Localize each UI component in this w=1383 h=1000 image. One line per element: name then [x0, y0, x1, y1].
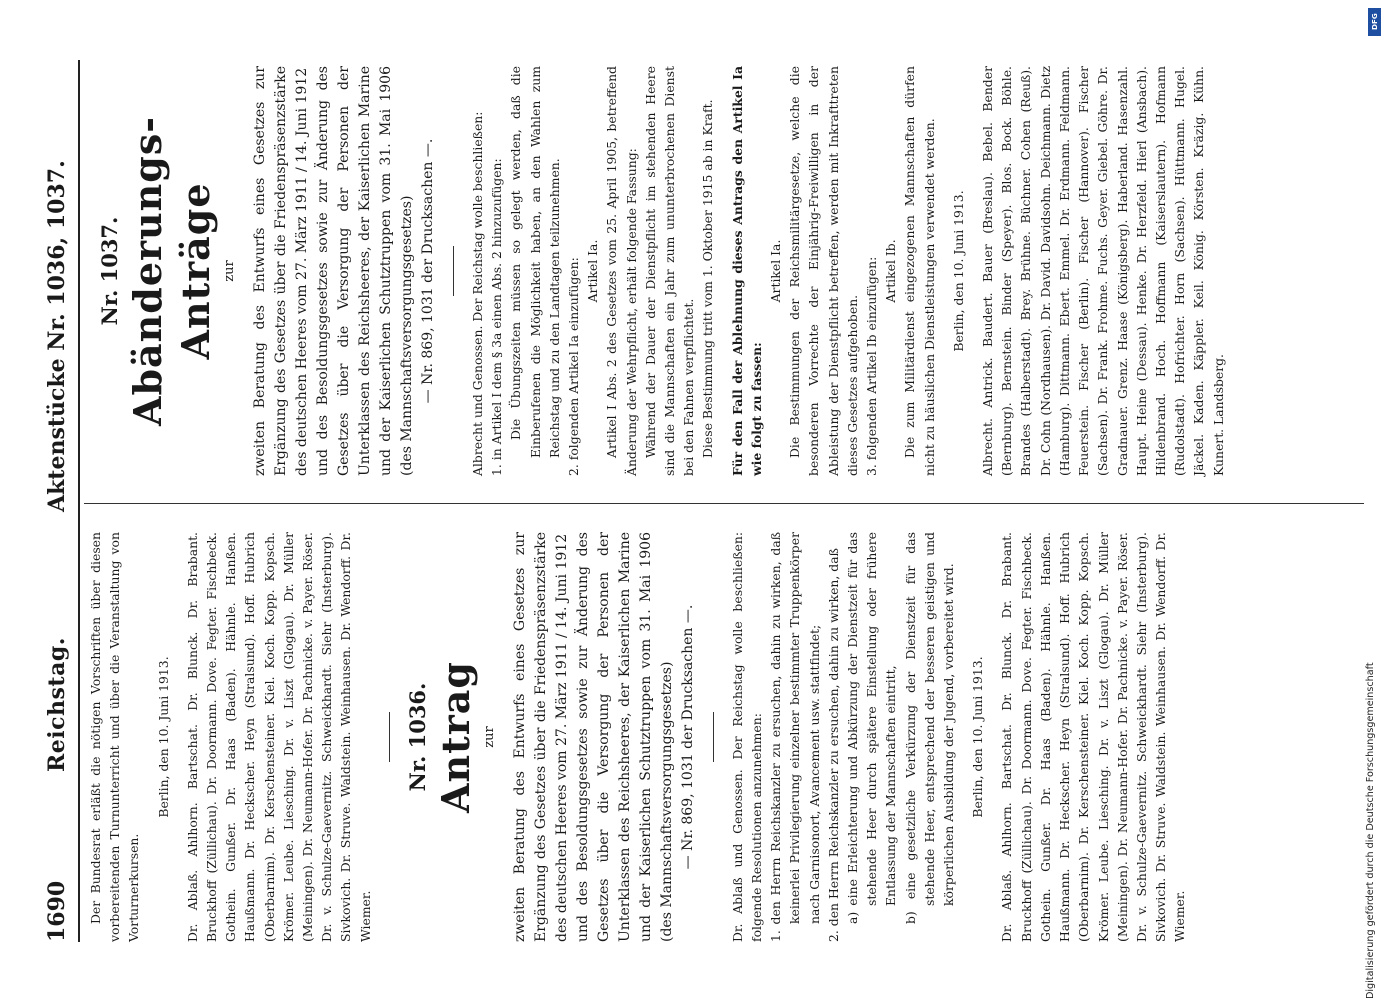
- document-number: Nr. 1037.: [97, 216, 122, 326]
- right-column: [86, 66, 1356, 476]
- intro-paragraph-1: zweiten Beratung des Entwurfs eines Gesetzes zur Ergänzung des Gesetzes über die Friedenspräsenzstärke des deutschen Heeres vom 27. März 1911 / 14. Juni 1912: [511, 532, 570, 942]
- signatories-2: Dr. Ablaß. Ahlhorn. Bartschat. Dr. Blunck. Dr. Brabant. Bruckhoff (Züllichau). Dr. Doormann. Dove. Fegter. Fischbeck. Gothein. Gunßer. Dr. Haas (Baden). Hähnle. Hanßen. Haußmann. Dr. Heckscher. Heyn (Stralsund). Hoff. Hubrich (Oberbarnim). Dr. Kerschensteiner. Kiel. Koch. Kopp. Kopsch. Krömer. Leube. Liesching. Dr. v. Liszt (Glogau). Dr. Müller (Meiningen). Dr. Neumann-Hofer. Dr. Pachnicke. v. Payer. Röser. Dr. v. Schulze-Gaevernitz. Schweickhardt. Siehr (Insterburg). Sivkovich. Dr. Struve. Waldstein. Weinhausen. Dr. Wendorff. Dr. Wiemer.: [999, 532, 1188, 942]
- date: Berlin, den 10. Juni 1913.: [950, 190, 966, 352]
- date-2: Berlin, den 10. Juni 1913.: [970, 656, 986, 818]
- heading-zur: zur: [481, 726, 497, 748]
- motion-item-1: 1. in Artikel I dem § 3a einen Abs. 2 hinzuzufügen:: [489, 158, 505, 476]
- date-1: Berlin, den 10. Juni 1913.: [155, 656, 171, 818]
- motion-item-2: 2. folgenden Artikel Ia einzufügen:: [566, 257, 582, 476]
- document-heading: Antrag: [432, 661, 478, 813]
- motion-item-1-text: Die Übungszeiten müssen so gelegt werden, daß die Einberufenen die Möglichkeit haben, an den Wahlen zum Reichstag und zu den Landtagen teilzunehmen.: [508, 66, 562, 458]
- article-text-3: Diese Bestimmung tritt vom 1. Oktober 1915 ab in Kraft.: [700, 99, 716, 458]
- article-text-1: Artikel I Abs. 2 des Gesetzes vom 25. April 1905, betreffend Änderung der Wehrpflicht, erhält folgende Fassung:: [604, 66, 639, 476]
- motion-item-1: 1. den Herrn Reichskanzler zu ersuchen, dahin zu wirken, daß keinerlei Privilegierung einzelner bestimmter Truppenkörper nach Garnisonort, Avancement usw. stattfindet;: [768, 532, 822, 942]
- alternative-heading: Artikel Ia.: [768, 239, 784, 303]
- digitization-credit: Digitalisierung gefördert durch die Deutsche Forschungsgemeinschaft: [1365, 662, 1376, 999]
- running-title: Reichstag.: [44, 637, 70, 772]
- alternative-text: Die Bestimmungen der Reichsmilitärgesetze, welche die besonderen Vorrechte der Einjährig-Freiwilligen in der Ableistung der Dienstpflicht betreffen, werden mit Inkrafttreten dieses Gesetzes aufgehoben.: [787, 66, 860, 476]
- motion-item-3: 3. folgenden Artikel Ib einzufügen:: [864, 256, 880, 476]
- separator: [453, 246, 454, 296]
- motion-lead: Albrecht und Genossen. Der Reichstag wolle beschließen:: [470, 111, 485, 476]
- intro-paragraph-2: und des Besoldungsgesetzes sowie zur Änderung des Gesetzes über die Versorgung der Personen der Unterklassen des Reichsheeres, der Kaiserlichen Marine und der Kaiserlichen Schutztruppen vom 31. Mai 1906 (des Mannschaftsversorgungsgesetzes): [315, 66, 415, 476]
- article-heading: Artikel Ia.: [585, 239, 601, 303]
- motion-item-2: 2. den Herrn Reichskanzler zu ersuchen, dahin zu wirken, daß: [825, 548, 841, 942]
- document-heading: Abänderungs-Anträge: [125, 115, 218, 427]
- page-header: [40, 60, 80, 942]
- intro-paragraph-2: und des Besoldungsgesetzes sowie zur Änderung des Gesetzes über die Versorgung der Personen der Unterklassen des Reichsheeres, der Kaiserlichen Marine und der Kaiserlichen Schutztruppen vom 31. Mai 1906 (des Mannschaftsversorgungsgesetzes): [574, 532, 675, 942]
- separator: [389, 712, 390, 762]
- article-ib-text: Die zum Militärdienst eingezogenen Mannschaften dürfen nicht zu häuslichen Dienstleistungen verwendet werden.: [902, 66, 937, 476]
- top-paragraph: Der Bundesrat erläßt die nötigen Vorschriften über diesen vorbereitenden Turnunterricht und über die Veranstaltung von Vorturnerkursen.: [88, 532, 142, 942]
- heading-zur: zur: [222, 260, 237, 282]
- article-text-2: Während der Dauer der Dienstpflicht im stehenden Heere sind die Mannschaften ein Jahr zum ununterbrochenen Dienst bei den Fahnen verpflichtet.: [642, 66, 697, 476]
- alternative-lead: Für den Fall der Ablehnung dieses Antrags den Artikel Ia wie folgt zu fassen:: [729, 66, 764, 476]
- section-title: Aktenstücke Nr. 1036, 1037.: [44, 160, 70, 512]
- page-number: 1690: [44, 880, 70, 942]
- intro-paragraph-1: zweiten Beratung des Entwurfs eines Gesetzes zur Ergänzung des Gesetzes über die Friedenspräsenzstärke des deutschen Heeres vom 27. März 1911 / 14. Juni 1912: [252, 66, 310, 476]
- intro-reference: — Nr. 869, 1031 der Drucksachen —.: [420, 138, 436, 404]
- document-number: Nr. 1036.: [404, 682, 430, 792]
- signatories-1: Dr. Ablaß. Ahlhorn. Bartschat. Dr. Blunck. Dr. Brabant. Bruckhoff (Züllichau). Dr. Doormann. Dove. Fegter. Fischbeck. Gothein. Gunßer. Dr. Haas (Baden). Hähnle. Hanßen. Haußmann. Dr. Heckscher. Heyn (Stralsund). Hoff. Hubrich (Oberbarnim). Dr. Kerschensteiner. Kiel. Koch. Kopp. Kopsch. Krömer. Leube. Liesching. Dr. v. Liszt (Glogau). Dr. Müller (Meiningen). Dr. Neumann-Hofer. Dr. Pachnicke. v. Payer. Röser. Dr. v. Schulze-Gaevernitz. Schweickhardt. Siehr (Insterburg). Sivkovich. Dr. Struve. Waldstein. Weinhausen. Dr. Wendorff. Dr. Wiemer.: [184, 532, 373, 942]
- motion-lead: Dr. Ablaß und Genossen. Der Reichstag wolle beschließen: folgende Resolutionen anzunehmen:: [729, 532, 765, 942]
- left-column: [86, 532, 1356, 942]
- dfg-logo: DFG: [1368, 8, 1381, 36]
- article-heading-ib: Artikel Ib.: [883, 239, 899, 303]
- separator: [713, 712, 714, 762]
- motion-item-2b: b) eine gesetzliche Verkürzung der Dienstzeit für das stehende Heer, entsprechend der besseren geistigen und körperlichen Ausbildung der Jugend, vorbereitet wird.: [902, 532, 957, 924]
- motion-item-2a: a) eine Erleichterung und Abkürzung der Dienstzeit für das stehende Heer durch spätere Einstellung oder frühere Entlassung der Mannschaften eintritt,: [845, 532, 899, 924]
- column-divider: [84, 503, 1364, 504]
- signatories: Albrecht. Antrick. Baudert. Bauer (Breslau). Bebel. Bender (Bernburg). Bernstein. Binder (Speyer). Blos. Bock. Böhle. Brandes (Halberstadt). Brey. Brühne. Büchner. Cohen (Reuß). Dr. Cohn (Nordhausen). Dr. David. Davidsohn. Deichmann. Dietz (Hamburg). Dittmann. Ebert. Emmel. Dr. Erdmann. Feldmann. Feuerstein. Fischer (Berlin). Fischer (Hannover). Fischer (Sachsen). Dr. Frank. Frohme. Fuchs. Geyer. Giebel. Göhre. Dr. Gradnauer. Grenz. Haase (Königsberg). Haberland. Hasenzahl. Haupt. Heine (Dessau). Henke. Dr. Herzfeld. Hierl (Ansbach). Hildenbrand. Hoch. Hoffmann (Kaiserslautern). Hofmann (Rudolstadt). Hofrichter. Horn (Sachsen). Hüttmann. Hugel. Jäckel. Kaden. Käppler. Keil. König. Körsten. Kräzig. Kühn. Kunert. Landsberg.: [980, 66, 1226, 476]
- intro-reference: — Nr. 869, 1031 der Drucksachen —.: [679, 604, 696, 870]
